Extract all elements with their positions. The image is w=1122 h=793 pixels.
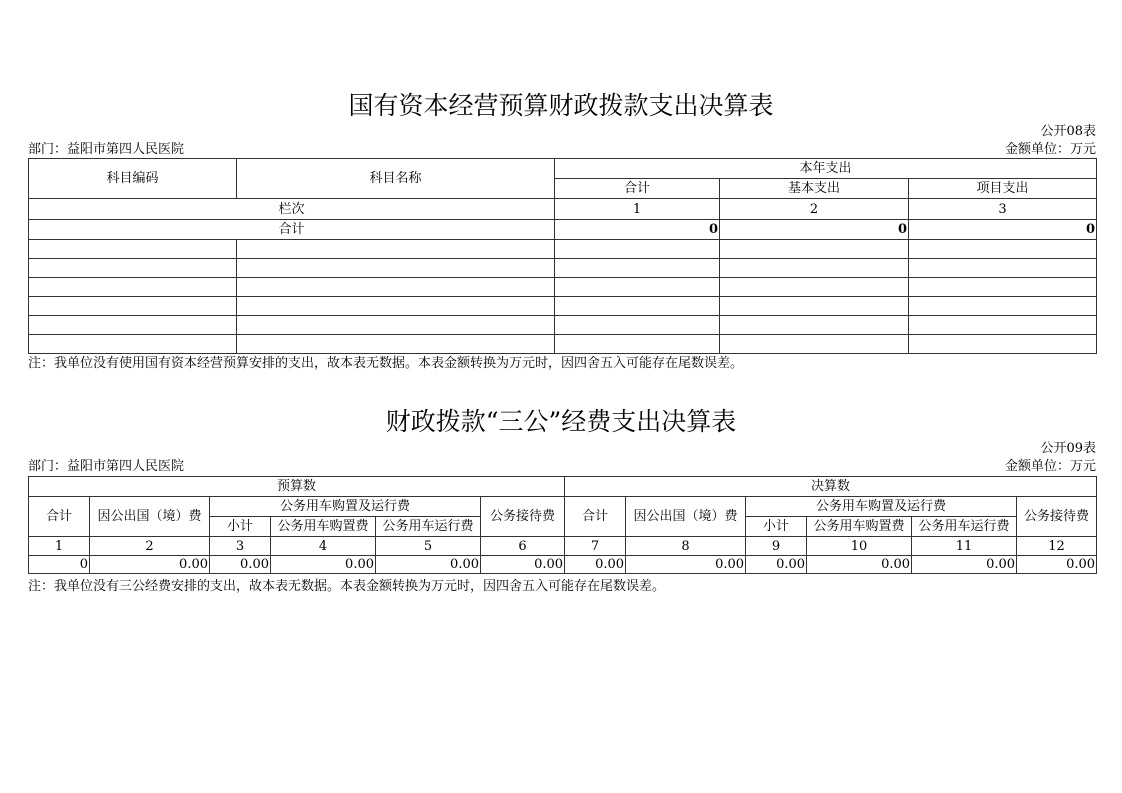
table2-unit: 金额单位：万元	[1004, 459, 1096, 474]
value-cell: 0.00	[807, 556, 912, 574]
total-row	[29, 220, 1097, 240]
table1-note: 注：我单位没有使用国有资本经营预算安排的支出，故本表无数据。本表金额转换为万元时，因四舍五入可能存在尾数误差。	[28, 356, 744, 371]
value-cell: 0.00	[565, 556, 626, 574]
table-cell	[720, 335, 909, 354]
final-purchase-header: 公务用车购置费	[807, 517, 912, 537]
table-cell	[237, 240, 555, 259]
value-cell: 0.00	[1017, 556, 1097, 574]
table-cell	[237, 297, 555, 316]
value-cell: 0.00	[746, 556, 807, 574]
budget-vehicle-header: 公务用车购置及运行费	[210, 497, 481, 517]
value-cell: 0.00	[271, 556, 376, 574]
index-cell: 1	[555, 199, 720, 220]
table-cell	[237, 259, 555, 278]
table-cell	[909, 259, 1097, 278]
col-header-total: 合计	[555, 179, 720, 199]
index-cell: 1	[29, 537, 90, 556]
table2	[28, 476, 1097, 574]
table-row	[29, 316, 1097, 335]
table-cell	[29, 259, 237, 278]
index-cell: 3	[210, 537, 271, 556]
table1-unit: 金额单位：万元	[1004, 142, 1096, 157]
index-cell: 3	[909, 199, 1097, 220]
table2-code: 公开09表	[1040, 441, 1096, 456]
index-cell: 10	[807, 537, 912, 556]
col-header-current-year: 本年支出	[555, 159, 1097, 179]
budget-subtotal-header: 小计	[210, 517, 271, 537]
table-row	[29, 259, 1097, 278]
table-cell	[29, 316, 237, 335]
col-header-name: 科目名称	[237, 159, 555, 199]
table-cell	[909, 278, 1097, 297]
table2-title: 财政拨款“三公”经费支出决算表	[385, 407, 737, 436]
table-cell	[720, 278, 909, 297]
final-group-header: 决算数	[565, 477, 1097, 497]
table-cell	[29, 335, 237, 354]
index-cell: 4	[271, 537, 376, 556]
value-cell: 0.00	[376, 556, 481, 574]
index-cell: 11	[912, 537, 1017, 556]
table-cell	[909, 335, 1097, 354]
table-cell	[720, 297, 909, 316]
table-cell	[720, 316, 909, 335]
index-cell: 6	[481, 537, 565, 556]
values-row	[29, 556, 1097, 574]
table-cell	[909, 297, 1097, 316]
table-row	[29, 240, 1097, 259]
index-cell: 2	[720, 199, 909, 220]
budget-abroad-header: 因公出国（境）费	[90, 497, 210, 537]
total-value: 0	[555, 220, 720, 240]
index-row	[29, 537, 1097, 556]
table1-department: 部门：益阳市第四人民医院	[28, 142, 185, 157]
table-cell	[720, 259, 909, 278]
value-cell: 0.00	[481, 556, 565, 574]
final-subtotal-header: 小计	[746, 517, 807, 537]
col-header-basic: 基本支出	[720, 179, 909, 199]
index-cell: 12	[1017, 537, 1097, 556]
index-label: 栏次	[29, 199, 555, 220]
table2-department: 部门：益阳市第四人民医院	[28, 459, 185, 474]
table-cell	[29, 297, 237, 316]
final-total-header: 合计	[565, 497, 626, 537]
table2-note: 注：我单位没有三公经费安排的支出，故本表无数据。本表金额转换为万元时，因四舍五入可能存在尾数误差。	[28, 579, 666, 594]
table-cell	[909, 240, 1097, 259]
project-value: 0	[909, 220, 1097, 240]
budget-reception-header: 公务接待费	[481, 497, 565, 537]
table-cell	[29, 278, 237, 297]
value-cell: 0	[29, 556, 90, 574]
table-row	[29, 335, 1097, 354]
value-cell: 0.00	[626, 556, 746, 574]
table-cell	[555, 278, 720, 297]
value-cell: 0.00	[210, 556, 271, 574]
table-cell	[555, 297, 720, 316]
final-vehicle-header: 公务用车购置及运行费	[746, 497, 1017, 517]
table-cell	[555, 335, 720, 354]
index-cell: 9	[746, 537, 807, 556]
index-cell: 5	[376, 537, 481, 556]
index-cell: 8	[626, 537, 746, 556]
table-cell	[555, 316, 720, 335]
budget-group-header: 预算数	[29, 477, 565, 497]
table-row	[29, 278, 1097, 297]
value-cell: 0.00	[90, 556, 210, 574]
total-label: 合计	[29, 220, 555, 240]
col-header-project: 项目支出	[909, 179, 1097, 199]
table1-code: 公开08表	[1040, 124, 1096, 139]
index-cell: 2	[90, 537, 210, 556]
value-cell: 0.00	[912, 556, 1017, 574]
table-cell	[555, 240, 720, 259]
col-header-code: 科目编码	[29, 159, 237, 199]
table-cell	[720, 240, 909, 259]
basic-value: 0	[720, 220, 909, 240]
final-operation-header: 公务用车运行费	[912, 517, 1017, 537]
budget-total-header: 合计	[29, 497, 90, 537]
final-reception-header: 公务接待费	[1017, 497, 1097, 537]
table-row	[29, 297, 1097, 316]
table-cell	[237, 316, 555, 335]
budget-purchase-header: 公务用车购置费	[271, 517, 376, 537]
table-cell	[237, 335, 555, 354]
table-cell	[29, 240, 237, 259]
index-row	[29, 199, 1097, 220]
final-abroad-header: 因公出国（境）费	[626, 497, 746, 537]
table-cell	[909, 316, 1097, 335]
table1-title: 国有资本经营预算财政拨款支出决算表	[348, 91, 774, 120]
table1	[28, 158, 1097, 354]
table-cell	[237, 278, 555, 297]
budget-operation-header: 公务用车运行费	[376, 517, 481, 537]
table-cell	[555, 259, 720, 278]
index-cell: 7	[565, 537, 626, 556]
